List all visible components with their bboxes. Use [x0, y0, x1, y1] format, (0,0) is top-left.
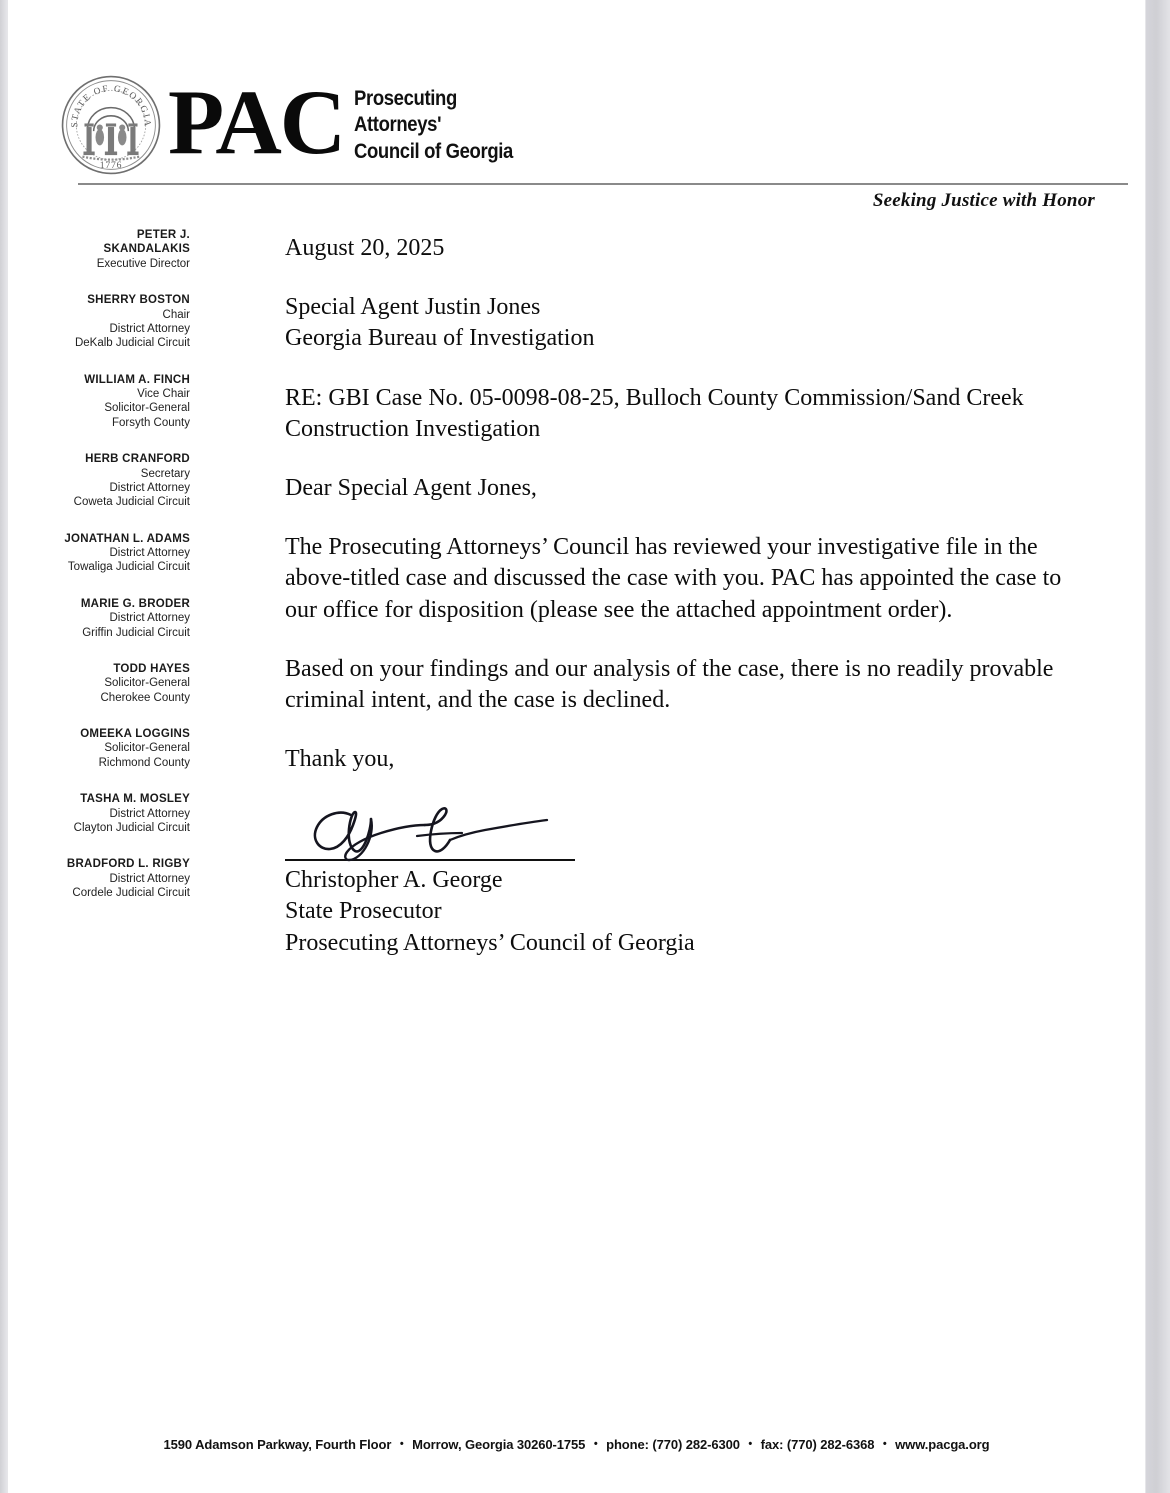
- page-right-margin: [1145, 0, 1170, 1493]
- roster-officer-name: JONATHAN L. ADAMS: [64, 532, 190, 545]
- roster-officer-detail: Griffin Judicial Circuit: [82, 626, 190, 639]
- roster-officer-detail: Chair: [162, 308, 190, 321]
- paragraph-2: Based on your findings and our analysis of the case, there is no readily provable criminal intent, and the case is declined.: [285, 655, 1054, 713]
- recipient-name: Special Agent Justin Jones: [285, 294, 541, 321]
- roster-officer-name: SHERRY BOSTON: [87, 294, 190, 307]
- letterhead: [60, 72, 580, 177]
- footer-separator-icon: •: [399, 1438, 404, 1450]
- roster-entry: [48, 662, 190, 705]
- roster-officer-detail: Richmond County: [98, 756, 190, 769]
- roster-officer-name: OMEEKA LOGGINS: [80, 728, 190, 740]
- signer-name: Christopher A. George: [285, 867, 503, 894]
- date-block: [285, 233, 1075, 264]
- roster-officer-detail: District Attorney: [109, 872, 190, 885]
- roster-officer-detail: District Attorney: [109, 612, 190, 625]
- org-line-2: Attorneys': [354, 113, 442, 137]
- roster-entry: [48, 792, 190, 835]
- organization-name: [354, 86, 513, 165]
- roster-officer-name: BRADFORD L. RIGBY: [66, 858, 190, 871]
- footer-separator-icon: •: [748, 1438, 753, 1450]
- roster-entry: [48, 597, 190, 640]
- roster-officer-detail: Solicitor-General: [104, 677, 190, 690]
- pac-wordmark: PAC: [168, 70, 345, 173]
- roster-entry: [48, 293, 190, 351]
- footer-address: 1590 Adamson Parkway, Fourth Floor: [163, 1437, 392, 1452]
- roster-officer-detail: Forsyth County: [112, 416, 190, 429]
- recipient-block: [285, 292, 1075, 354]
- roster-officer-detail: Coweta Judicial Circuit: [73, 496, 190, 509]
- handwritten-signature-icon: [299, 803, 599, 865]
- page-footer: [8, 1437, 1145, 1452]
- roster-officer-name: MARIE G. BRODER: [80, 597, 190, 610]
- salutation-block: [285, 473, 1075, 504]
- roster-officer-detail: Cherokee County: [100, 691, 190, 704]
- paragraph-1: The Prosecuting Attorneys’ Council has reviewed your investigative file in the above-titled case and discussed the case with you. PAC has appointed the case to our office for disposition (please see the attached appointment order).: [285, 534, 1062, 623]
- paragraph-2-block: [285, 654, 1075, 716]
- roster-officer-detail: Solicitor-General: [104, 742, 190, 755]
- footer-separator-icon: •: [593, 1438, 598, 1450]
- signer-title: State Prosecutor: [285, 898, 442, 925]
- roster-entry: [48, 452, 190, 510]
- footer-website[interactable]: www.pacga.org: [895, 1437, 990, 1452]
- org-line-3: Council of Georgia: [354, 139, 514, 163]
- roster-entry: [48, 532, 190, 575]
- recipient-organization: Georgia Bureau of Investigation: [285, 325, 595, 352]
- footer-fax: fax: (770) 282-6368: [760, 1437, 875, 1452]
- roster-officer-detail: Solicitor-General: [104, 402, 190, 415]
- footer-separator-icon: •: [882, 1438, 887, 1450]
- roster-officer-detail: District Attorney: [109, 807, 190, 820]
- roster-officer-detail: Cordele Judicial Circuit: [72, 887, 190, 899]
- roster-entry: [48, 857, 190, 900]
- officers-roster: [48, 228, 190, 922]
- salutation: Dear Special Agent Jones,: [285, 474, 537, 501]
- roster-officer-detail: District Attorney: [109, 481, 190, 494]
- roster-officer-detail: Towaliga Judicial Circuit: [67, 561, 190, 574]
- signature-line: [285, 859, 575, 861]
- subject-block: [285, 383, 1075, 445]
- subject-line-1: RE: GBI Case No. 05-0098-08-25, Bulloch County Commission/Sand Creek: [285, 384, 1024, 411]
- letter-date: August 20, 2025: [285, 235, 445, 261]
- roster-officer-name: TASHA M. MOSLEY: [80, 793, 190, 806]
- tagline: Seeking Justice with Honor: [872, 190, 1095, 211]
- svg-text:1776: 1776: [99, 159, 123, 171]
- signature-block: [285, 803, 1075, 959]
- subject-line-2: Construction Investigation: [285, 415, 541, 442]
- page-left-margin: [0, 0, 8, 1493]
- paragraph-1-block: [285, 532, 1075, 626]
- roster-entry: [48, 373, 190, 431]
- georgia-state-seal-icon: [60, 74, 162, 176]
- roster-officer-detail: Executive Director: [96, 257, 190, 270]
- roster-officer-name: WILLIAM A. FINCH: [84, 373, 190, 386]
- org-line-1: Prosecuting: [354, 86, 458, 110]
- closing-block: [285, 744, 1075, 775]
- roster-entry: [48, 228, 190, 271]
- roster-officer-detail: Vice Chair: [137, 388, 190, 400]
- roster-officer-detail: Secretary: [140, 467, 190, 480]
- letter-page: [8, 0, 1145, 1493]
- signer-organization: Prosecuting Attorneys’ Council of Georgia: [285, 929, 695, 956]
- footer-city-state-zip: Morrow, Georgia 30260-1755: [412, 1437, 586, 1452]
- roster-officer-name: TODD HAYES: [113, 662, 190, 675]
- letter-body: [285, 233, 1075, 959]
- closing: Thank you,: [285, 746, 395, 773]
- svg-text:STATE OF GEORGIA: STATE OF GEORGIA: [70, 83, 152, 128]
- header-divider: [78, 183, 1128, 185]
- roster-officer-detail: District Attorney: [109, 547, 190, 559]
- roster-officer-detail: District Attorney: [109, 322, 190, 335]
- roster-entry: [48, 727, 190, 770]
- roster-officer-name: HERB CRANFORD: [85, 453, 190, 466]
- footer-phone: phone: (770) 282-6300: [606, 1437, 740, 1452]
- roster-officer-detail: DeKalb Judicial Circuit: [74, 337, 190, 350]
- roster-officer-name: PETER J. SKANDALAKIS: [103, 229, 190, 256]
- roster-officer-detail: Clayton Judicial Circuit: [73, 821, 190, 834]
